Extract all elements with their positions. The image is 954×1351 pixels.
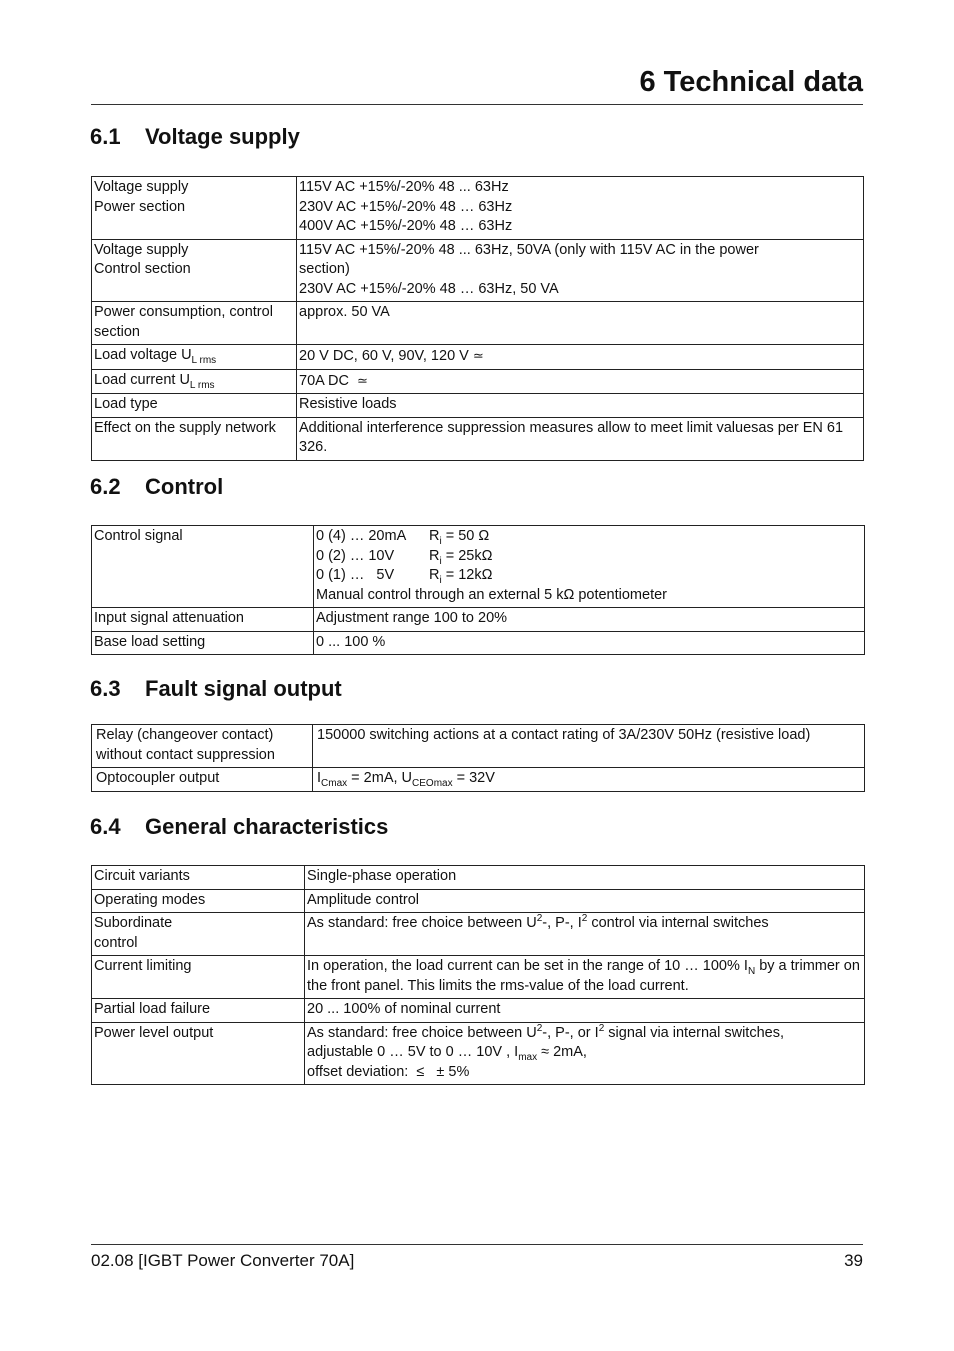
row-value: 150000 switching actions at a contact rating of 3A/230V 50Hz (resistive load) (313, 725, 865, 768)
row-value: In operation, the load current can be set in the range of 10 … 100% $I_N$ by a trimmer on the front panel. This limits the rms-value of the load current. (305, 956, 865, 999)
section-heading: General characteristics (145, 814, 389, 839)
page-number: 39 (844, 1251, 863, 1270)
row-value: 115V AC +15%/-20% 48 ... 63Hz 230V AC +15%/-20% 48 … 63Hz 400V AC +15%/-20% 48 … 63Hz (297, 177, 864, 240)
chapter-title: 6 Technical data (639, 66, 863, 98)
table-row (92, 1022, 865, 1085)
table-row (92, 239, 864, 302)
row-label: Power level output (92, 1022, 305, 1085)
section-number: 6.3 (90, 676, 121, 701)
table-row (92, 345, 864, 370)
row-value: 0 (4) … 20mA $R_i = 50$ Ω 0 (2) … 10V $R_i = 25k\Omega$ 0 (1) … 5V $R_i = 12k\Omega$ Manual control through an external 5 kΩ potentiometer (314, 526, 865, 608)
row-value: 20 ... 100% of nominal current (305, 999, 865, 1023)
section-heading: Voltage supply (145, 124, 300, 149)
row-label: Subordinate control (92, 913, 305, 956)
section-title-control (90, 474, 223, 500)
footer-divider (91, 1244, 863, 1245)
control-table (91, 525, 865, 655)
table-row (92, 302, 864, 345)
section-title-general-characteristics (90, 814, 388, 840)
row-label: Relay (changeover contact) without contact suppression (92, 725, 313, 768)
row-label: Operating modes (92, 889, 305, 913)
row-value: Resistive loads (297, 394, 864, 418)
section-number: 6.4 (90, 814, 121, 839)
row-value: 115V AC +15%/-20% 48 ... 63Hz, 50VA (only with 115V AC in the power section) 230V AC +15%/-20% 48 … 63Hz, 50 VA (297, 239, 864, 302)
table-row (92, 369, 864, 394)
table-row (92, 526, 865, 608)
footer-document-reference: 02.08 [IGBT Power Converter 70A] (91, 1251, 355, 1270)
ac-dc-icon: ≃ (472, 348, 484, 363)
row-label: Load type (92, 394, 297, 418)
row-label: Voltage supply Control section (92, 239, 297, 302)
section-title-fault-signal-output (90, 676, 342, 702)
section-number: 6.2 (90, 474, 121, 499)
row-value: approx. 50 VA (297, 302, 864, 345)
row-label: Optocoupler output (92, 768, 313, 792)
row-label: Control signal (92, 526, 314, 608)
row-label: Base load setting (92, 631, 314, 655)
row-value: Adjustment range 100 to 20% (314, 608, 865, 632)
table-row (92, 631, 865, 655)
row-value: 20 V DC, 60 V, 90V, 120 V ≃ (297, 345, 864, 370)
ac-dc-icon: ≃ (357, 372, 368, 388)
section-heading: Control (145, 474, 224, 499)
table-row (92, 956, 865, 999)
row-value: 0 ... 100 % (314, 631, 865, 655)
general-characteristics-table (91, 865, 865, 1085)
header-divider (91, 104, 863, 105)
section-title-voltage-supply (90, 124, 300, 150)
table-row (92, 417, 864, 460)
table-row (92, 725, 865, 768)
row-label: Partial load failure (92, 999, 305, 1023)
row-value: Single-phase operation (305, 866, 865, 890)
table-row (92, 913, 865, 956)
section-number: 6.1 (90, 124, 121, 149)
section-heading: Fault signal output (145, 676, 342, 701)
row-label: Current limiting (92, 956, 305, 999)
table-row (92, 394, 864, 418)
table-row (92, 866, 865, 890)
table-row (92, 608, 865, 632)
voltage-supply-table (91, 176, 864, 461)
row-label: Load current $U_{L rms}$ (92, 369, 297, 394)
row-label: Input signal attenuation (92, 608, 314, 632)
table-row (92, 177, 864, 240)
row-value: $I_{Cmax} = 2mA$, $U_{CEOmax} = 32V$ (313, 768, 865, 792)
row-label: Circuit variants (92, 866, 305, 890)
table-row (92, 768, 865, 792)
fault-signal-table (91, 724, 865, 792)
row-label: Load voltage $U_{L rms}$ (92, 345, 297, 370)
row-value: Additional interference suppression measures allow to meet limit valuesas per EN 61 326. (297, 417, 864, 460)
row-value: As standard: free choice between $U^2-$, P-, $I^2$ control via internal switches (305, 913, 865, 956)
row-label: Voltage supply Power section (92, 177, 297, 240)
row-label: Effect on the supply network (92, 417, 297, 460)
row-value: Amplitude control (305, 889, 865, 913)
table-row (92, 999, 865, 1023)
row-value: As standard: free choice between $U^2-$, P-, or $I^2$ signal via internal switches, adjustable 0 … 5V to 0 … 10V , $I_{max} \approx 2mA$, offset deviation: ≤ ± 5% (305, 1022, 865, 1085)
row-value: 70A DC ≃ (297, 369, 864, 394)
row-label: Power consumption, control section (92, 302, 297, 345)
table-row (92, 889, 865, 913)
